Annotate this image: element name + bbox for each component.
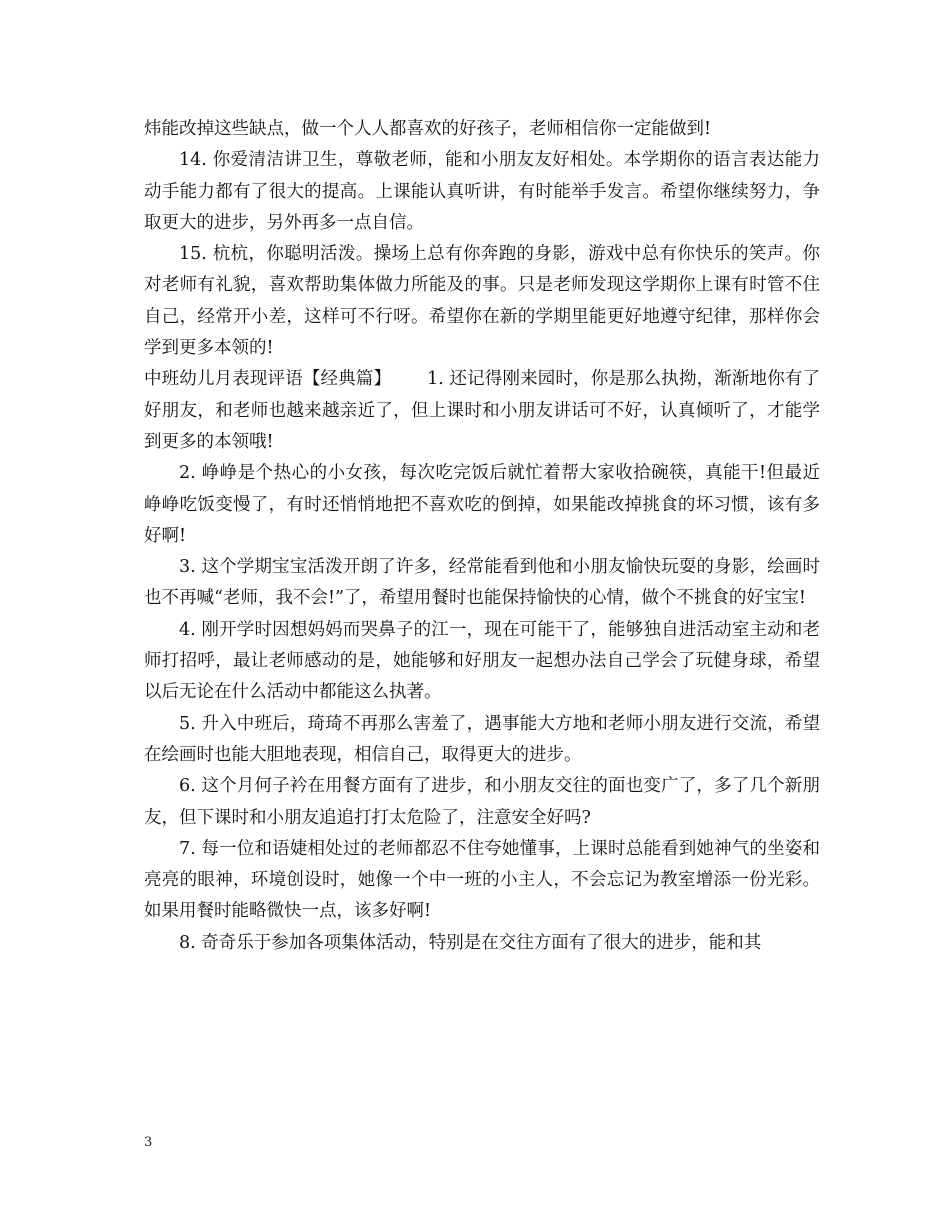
- section-heading-line: [144, 364, 820, 458]
- paragraph-item-7: 7. 每一位和语婕相处过的老师都忍不住夸她懂事，上课时总能看到她神气的坐姿和亮亮的眼神，环境创设时，她像一个中一班的小主人，不会忘记为教室增添一份光彩。如果用餐时能略微快一点，该多好啊!: [144, 838, 820, 922]
- paragraph-item-3: 3. 这个学期宝宝活泼开朗了许多，经常能看到他和小朋友愉快玩耍的身影，绘画时也不再喊“老师，我不会!”了，希望用餐时也能保持愉快的心情，做个不挑食的好宝宝!: [144, 557, 820, 609]
- paragraph-item-4: 4. 刚开学时因想妈妈而哭鼻子的江一，现在可能干了，能够独自进活动室主动和老师打招呼，最让老师感动的是，她能够和好朋友一起想办法自己学会了玩健身球，希望以后无论在什么活动中都能这么执著。: [144, 619, 820, 703]
- paragraph-item-2: 2. 峥峥是个热心的小女孩，每次吃完饭后就忙着帮大家收拾碗筷，真能干!但最近峥峥吃饭变慢了，有时还悄悄地把不喜欢吃的倒掉，如果能改掉挑食的坏习惯，该有多好啊!: [144, 463, 820, 546]
- paragraph-item-15: 15. 杭杭，你聪明活泼。操场上总有你奔跑的身影，游戏中总有你快乐的笑声。你对老师有礼貌，喜欢帮助集体做力所能及的事。只是老师发现这学期你上课有时管不住自己，经常开小差，这样可不行呀。希望你在新的学期里能更好地遵守纪律，那样你会学到更多本领的!: [144, 244, 820, 359]
- paragraph-item-1: 1. 还记得刚来园时，你是那么执拗，渐渐地你有了好朋友，和老师也越来越亲近了，但上课时和小朋友讲话可不好，认真倾听了，才能学到更多的本领哦!: [144, 369, 820, 452]
- section-heading: 中班幼儿月表现评语【经典篇】: [144, 369, 392, 390]
- paragraph-item-6: 6. 这个月何子衿在用餐方面有了进步，和小朋友交往的面也变广了，多了几个新朋友，但下课时和小朋友追追打打太危险了，注意安全好吗?: [144, 776, 820, 828]
- paragraph-item-8: 8. 奇奇乐于参加各项集体活动，特别是在交往方面有了很大的进步，能和其: [179, 932, 762, 953]
- document-body: [144, 114, 820, 959]
- paragraph-item-14: 14. 你爱清洁讲卫生，尊敬老师，能和小朋友友好相处。本学期你的语言表达能力动手能力都有了很大的提高。上课能认真听讲，有时能举手发言。希望你继续努力，争取更大的进步，另外再多一点自信。: [144, 150, 820, 233]
- paragraph-item-5: 5. 升入中班后，琦琦不再那么害羞了，遇事能大方地和老师小朋友进行交流，希望在绘画时也能大胆地表现，相信自己，取得更大的进步。: [144, 713, 820, 765]
- paragraph-continuation: 炜能改掉这些缺点，做一个人人都喜欢的好孩子，老师相信你一定能做到!: [144, 119, 712, 139]
- page-number: 3: [144, 1135, 153, 1150]
